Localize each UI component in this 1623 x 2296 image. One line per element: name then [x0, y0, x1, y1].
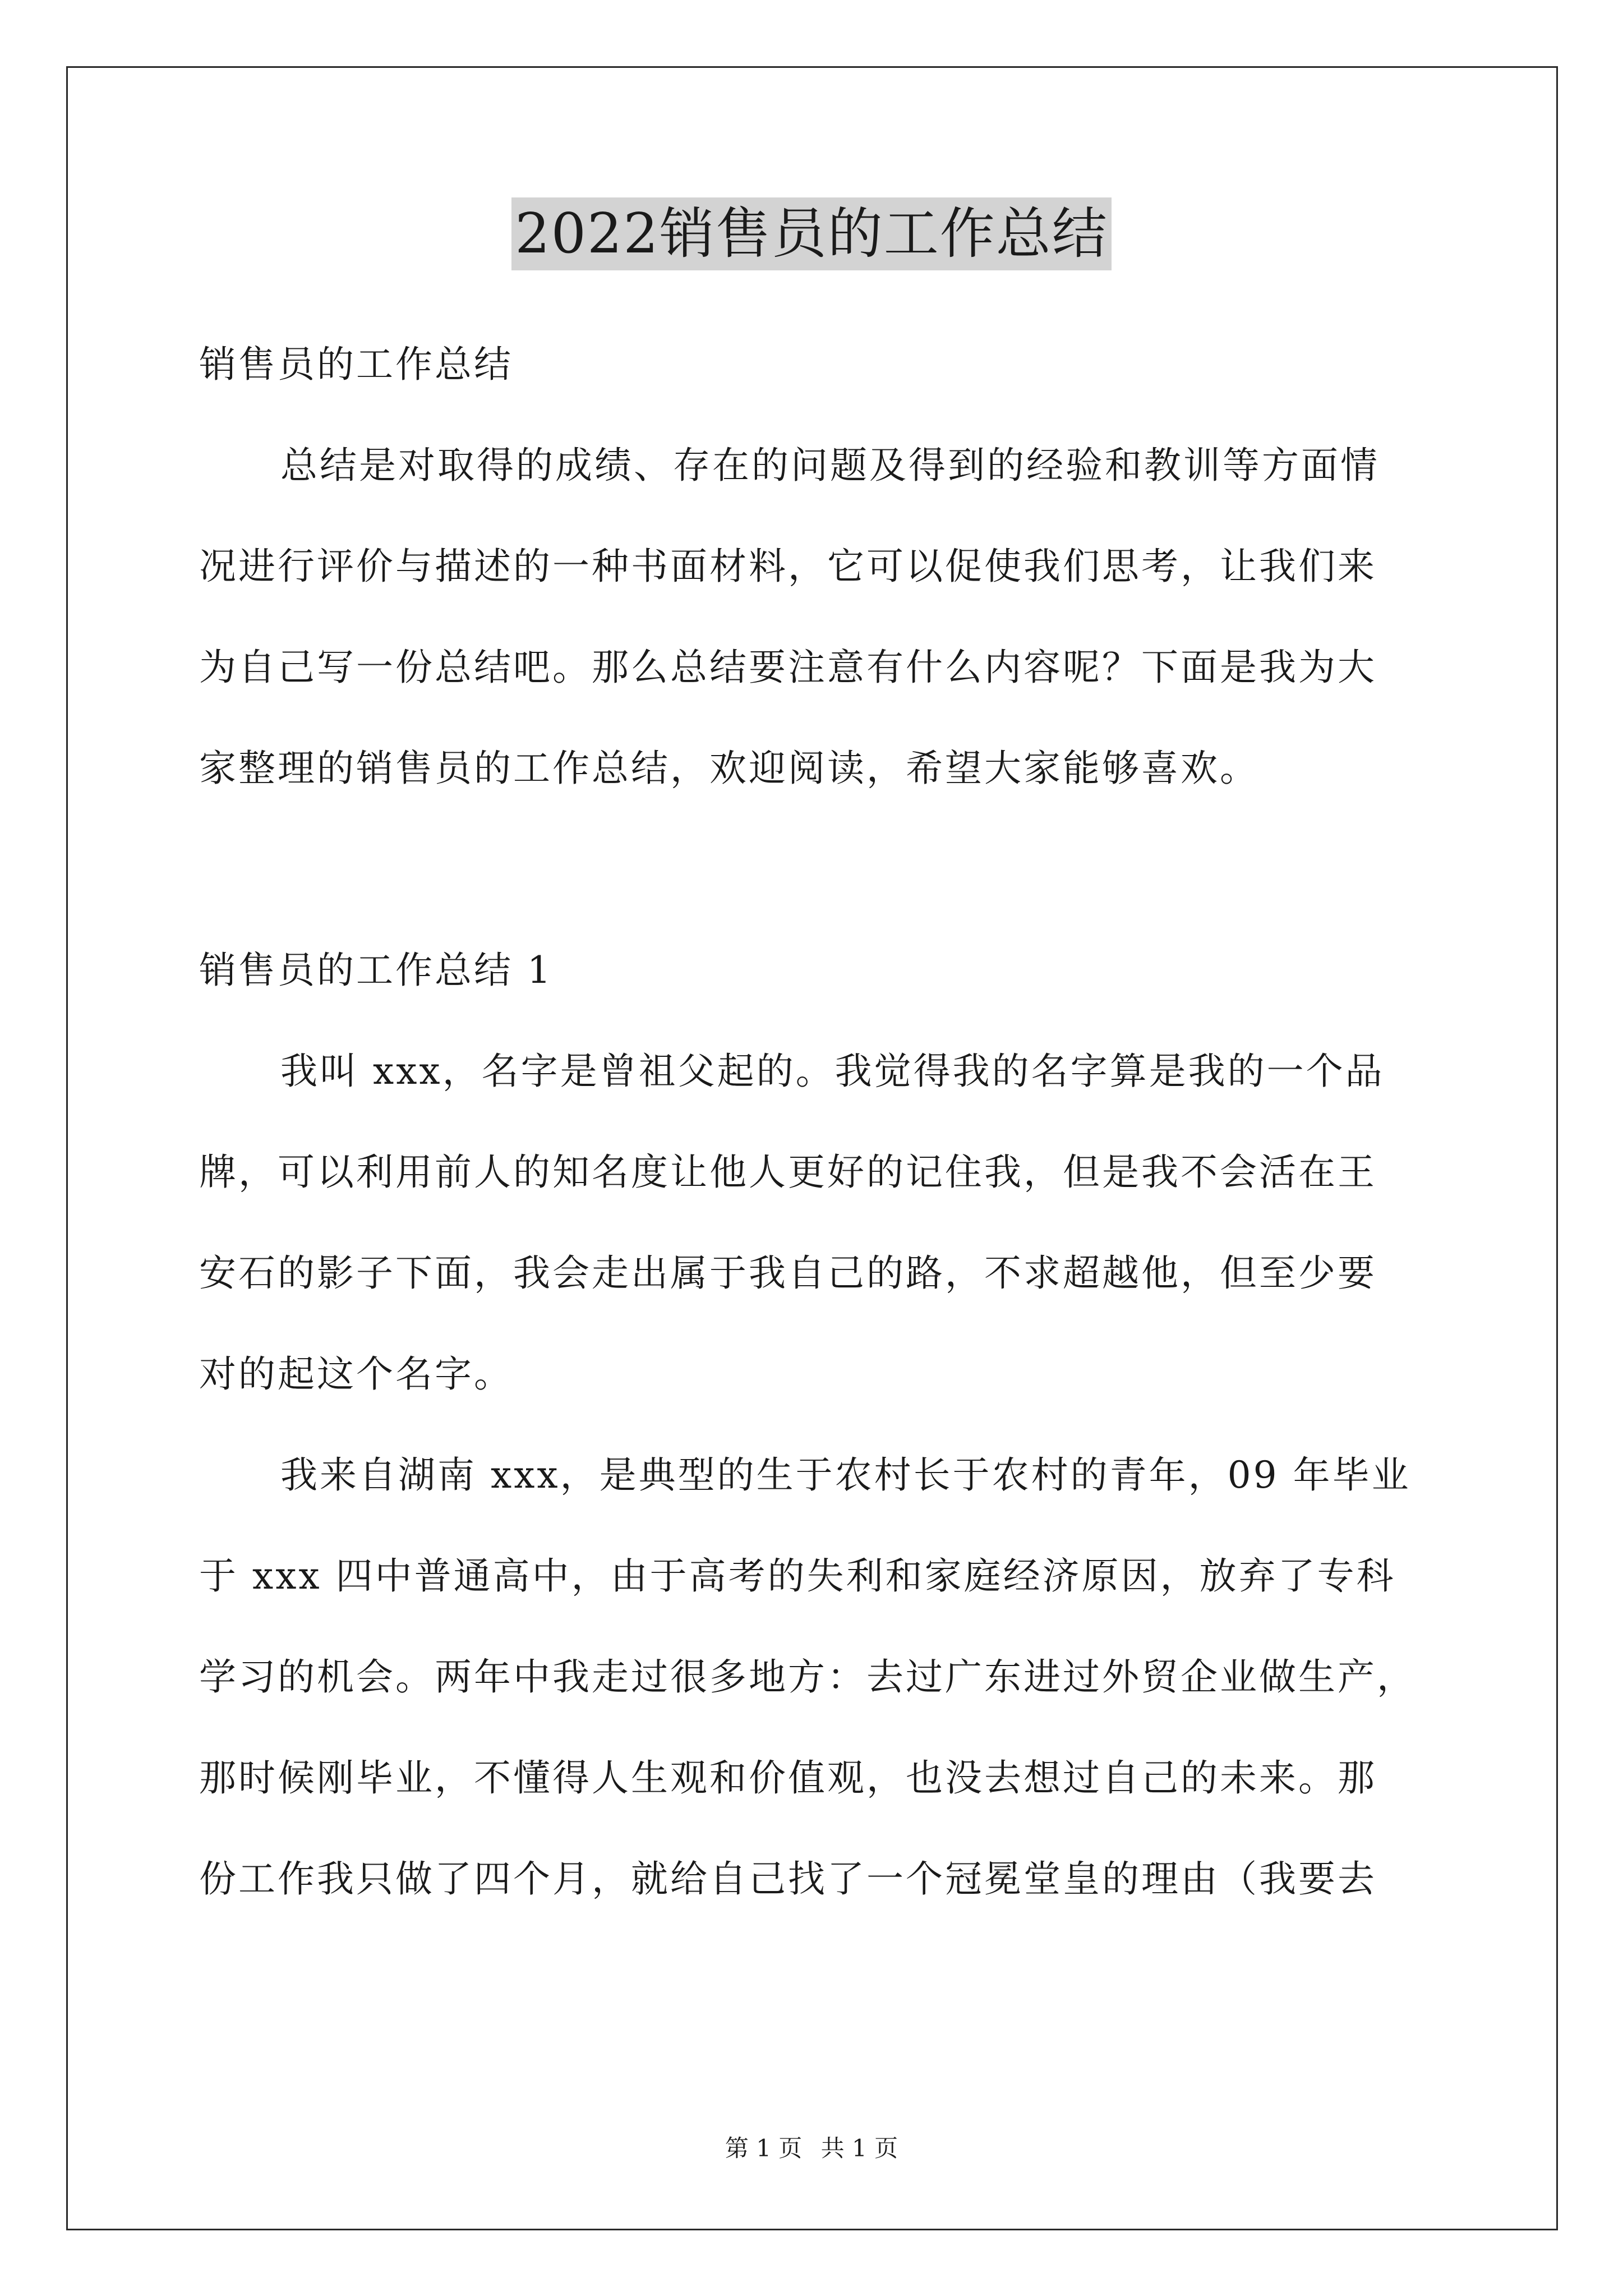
document-body [199, 314, 1433, 1930]
paragraph-line: 于 xxx 四中普通高中，由于高考的失利和家庭经济原因，放弃了专科 [199, 1554, 1396, 1598]
paragraph-line: 对的起这个名字。 [199, 1352, 513, 1396]
page-total: 共 1 页 [820, 2134, 898, 2162]
paragraph-line: 况进行评价与描述的一种书面材料，它可以促使我们思考，让我们来 [199, 545, 1377, 588]
paragraph-line: 总结是对取得的成绩、存在的问题及得到的经验和教训等方面情 [280, 444, 1380, 487]
paragraph-line: 为自己写一份总结吧。那么总结要注意有什么内容呢？下面是我为大 [199, 646, 1377, 689]
page-footer [0, 2132, 1623, 2165]
document-title: 2022销售员的工作总结 [511, 197, 1111, 270]
paragraph-line: 那时候刚毕业，不懂得人生观和价值观，也没去想过自己的未来。那 [199, 1756, 1377, 1800]
title-container [0, 197, 1623, 270]
paragraph-line: 安石的影子下面，我会走出属于我自己的路，不求超越他，但至少要 [199, 1251, 1377, 1295]
paragraph-line: 份工作我只做了四个月，就给自己找了一个冠冕堂皇的理由（我要去 [199, 1857, 1377, 1901]
section-heading: 销售员的工作总结 1 [199, 949, 553, 992]
paragraph-line: 家整理的销售员的工作总结，欢迎阅读，希望大家能够喜欢。 [199, 747, 1259, 790]
blank-line [199, 819, 1433, 920]
paragraph-line: 我来自湖南 xxx，是典型的生于农村长于农村的青年，09 年毕业 [280, 1453, 1411, 1497]
page-number: 第 1 页 [725, 2134, 803, 2162]
paragraph-line: 我叫 xxx，名字是曾祖父起的。我觉得我的名字算是我的一个品 [280, 1050, 1385, 1093]
paragraph-line: 学习的机会。两年中我走过很多地方：去过广东进过外贸企业做生产， [199, 1655, 1416, 1699]
section-heading: 销售员的工作总结 [199, 343, 513, 386]
paragraph-line: 牌，可以利用前人的知名度让他人更好的记住我，但是我不会活在王 [199, 1151, 1377, 1194]
